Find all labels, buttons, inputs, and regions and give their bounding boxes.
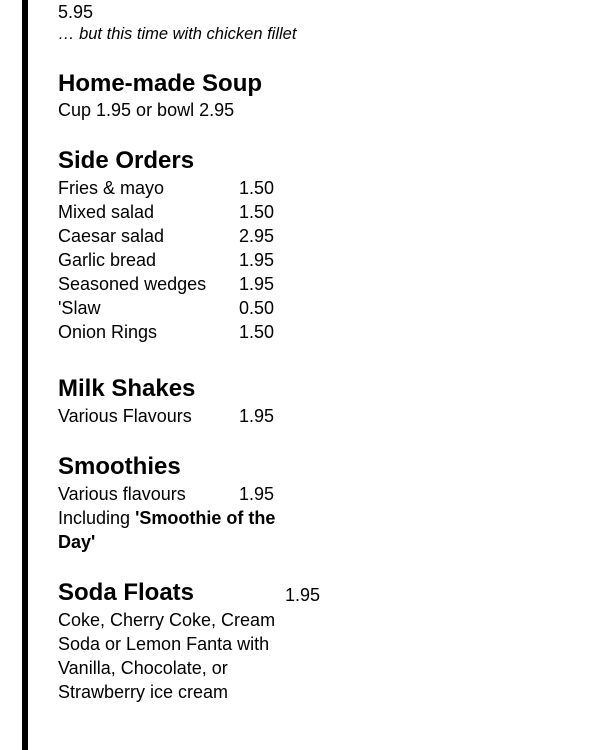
list-item [58, 482, 275, 506]
list-item [58, 320, 275, 344]
list-item [58, 224, 275, 248]
list-item [58, 176, 275, 200]
soup-description: Cup 1.95 or bowl 2.95 [58, 100, 235, 120]
item-name: Various Flavours [58, 406, 192, 426]
smoothies-heading: Smoothies [58, 453, 181, 480]
smoothies-note [58, 506, 308, 554]
item-price: 1.95 [239, 484, 275, 504]
item-price: 0.50 [239, 298, 275, 318]
list-item [58, 272, 275, 296]
left-border-bar [22, 0, 28, 750]
item-price: 2.95 [239, 226, 275, 246]
item-name: Garlic bread [58, 250, 157, 270]
item-name: Various flavours [58, 484, 186, 504]
list-item [58, 200, 275, 224]
item-price: 1.95 [239, 406, 275, 426]
list-item [58, 296, 275, 320]
item-price: 1.50 [239, 322, 275, 342]
soda-floats-price: 1.95 [285, 585, 321, 605]
continued-item-note: … but this time with chicken fillet [58, 25, 297, 43]
list-item [58, 404, 275, 428]
item-name: Mixed salad [58, 202, 155, 222]
item-price: 1.50 [239, 178, 275, 198]
milk-shakes-heading: Milk Shakes [58, 375, 196, 402]
item-name: Caesar salad [58, 226, 165, 246]
item-name: Seasoned wedges [58, 274, 207, 294]
smoothie-of-the-day: 'Smoothie of the Day' [58, 508, 276, 552]
item-price: 1.95 [239, 250, 275, 270]
item-name: Onion Rings [58, 322, 158, 342]
item-name: 'Slaw [58, 298, 101, 318]
item-price: 1.50 [239, 202, 275, 222]
item-name: Fries & mayo [58, 178, 165, 198]
list-item [58, 248, 275, 272]
soda-floats-heading: Soda Floats [58, 579, 195, 606]
soup-heading: Home-made Soup [58, 70, 263, 97]
side-orders-heading: Side Orders [58, 147, 195, 174]
soda-floats-description: Coke, Cherry Coke, Cream Soda or Lemon Fanta with Vanilla, Chocolate, or Strawberry ice cream [58, 610, 276, 702]
continued-item-price: 5.95 [58, 2, 94, 22]
smoothies-note-prefix: Including [58, 508, 136, 528]
item-price: 1.95 [239, 274, 275, 294]
